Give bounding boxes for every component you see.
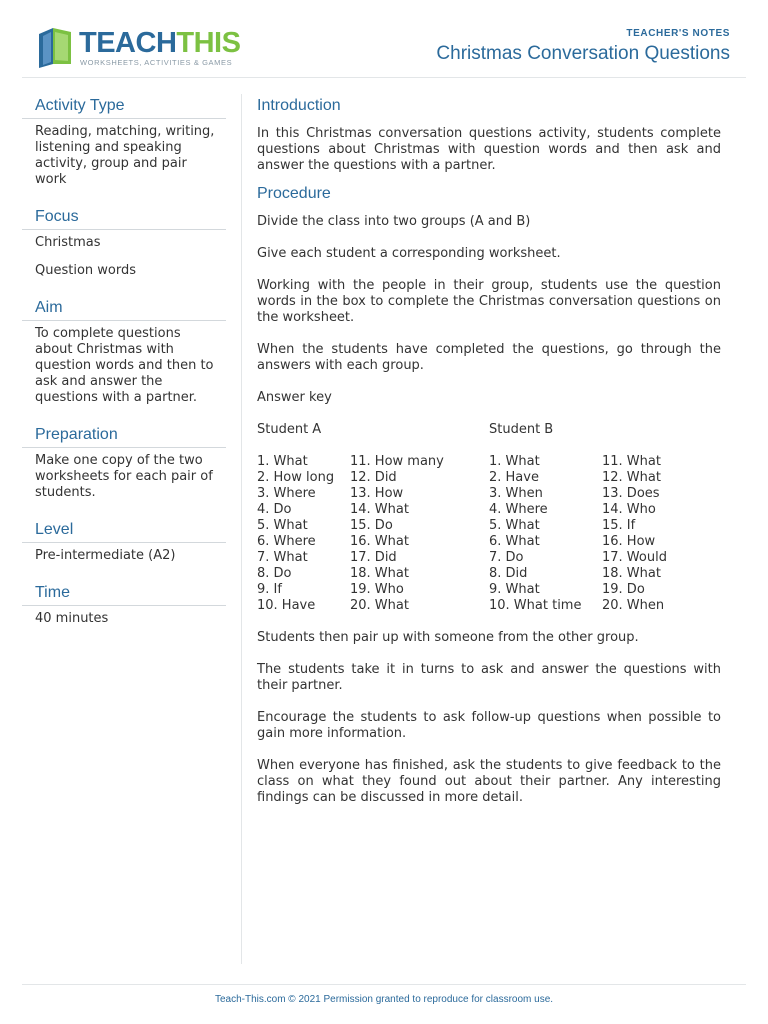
procedure-step: Divide the class into two groups (A and B) [257,214,531,229]
answer-item: 12. Did [350,470,397,485]
answer-item: 18. What [602,566,661,581]
answer-item: 4. Do [257,502,292,517]
answer-item: 17. Did [350,550,397,565]
procedure-step: Working with the people in their group, students use the question words in the box to complete the Christmas conversation questions on the worksheet. [257,278,721,325]
preparation-heading: Preparation [22,423,226,448]
answer-item: 2. How long [257,470,335,485]
focus-heading: Focus [22,205,226,230]
answer-key-headers [257,422,721,438]
answer-key-label: Answer key [257,390,332,405]
aim-text: To complete questions about Christmas with question words and then to ask and answer the questions with a partner. [35,326,214,405]
answer-item: 19. Who [350,582,404,597]
procedure-step: The students take it in turns to ask and answer the questions with their partner. [257,662,721,693]
answer-item: 5. What [257,518,308,533]
answer-item: 14. Who [602,502,656,517]
procedure-step: Encourage the students to ask follow-up questions when possible to gain more information. [257,710,721,741]
page-title: Christmas Conversation Questions [436,43,730,64]
procedure-step: Give each student a corresponding worksheet. [257,246,561,261]
answer-item: 18. What [350,566,409,581]
activity-type-heading: Activity Type [22,94,226,119]
student-b-answers-col2 [602,454,667,614]
answer-item: 1. What [257,454,308,469]
student-b-answers-col1 [489,454,581,614]
sidebar [22,94,226,644]
answer-item: 12. What [602,470,661,485]
activity-type-text: Reading, matching, writing, listening and speaking activity, group and pair work [35,124,215,187]
focus-section [22,205,226,279]
activity-type-section [22,94,226,188]
answer-item: 3. When [489,486,543,501]
answer-item: 9. What [489,582,540,597]
introduction-heading: Introduction [257,97,341,114]
time-heading: Time [22,581,226,606]
answer-item: 19. Do [602,582,645,597]
answer-key [257,454,721,614]
time-text: 40 minutes [35,611,109,626]
answer-item: 14. What [350,502,409,517]
procedure-step: When everyone has finished, ask the students to give feedback to the class on what they found out about their partner. Any interesting findings can be discussed in more detail. [257,758,721,805]
student-b-label: Student B [489,422,554,437]
preparation-section [22,423,226,501]
focus-item: Question words [35,263,137,278]
answer-item: 10. What time [489,598,582,613]
answer-item: 6. What [489,534,540,549]
answer-item: 16. What [350,534,409,549]
footer-divider [22,984,746,985]
answer-item: 13. Does [602,486,660,501]
focus-item: Christmas [35,235,101,250]
column-divider [241,94,242,964]
answer-item: 11. How many [350,454,444,469]
procedure-heading: Procedure [257,185,331,202]
procedure-step: When the students have completed the questions, go through the answers with each group. [257,342,721,373]
answer-item: 20. When [602,598,665,613]
aim-section [22,296,226,406]
level-section [22,518,226,564]
book-icon [37,24,77,68]
aim-heading: Aim [22,296,226,321]
answer-item: 15. If [602,518,636,533]
answer-item: 15. Do [350,518,393,533]
logo-tagline: WORKSHEETS, ACTIVITIES & GAMES [80,58,233,67]
answer-item: 8. Do [257,566,292,581]
answer-item: 1. What [489,454,540,469]
answer-item: 2. Have [489,470,539,485]
student-a-answers-col1 [257,454,334,614]
introduction-text: In this Christmas conversation questions activity, students complete questions about Christmas with question words and then ask and answer the questions with a partner. [257,126,721,173]
preparation-text: Make one copy of the two worksheets for each pair of students. [35,453,213,500]
answer-item: 10. Have [257,598,316,613]
answer-item: 8. Did [489,566,528,581]
logo-wordmark: TEACHTHIS [79,27,241,59]
answer-item: 6. Where [257,534,316,549]
answer-item: 5. What [489,518,540,533]
answer-item: 9. If [257,582,282,597]
time-section [22,581,226,627]
procedure-step: Students then pair up with someone from the other group. [257,630,639,645]
document-type-label: TEACHER'S NOTES [626,28,730,39]
student-a-answers-col2 [350,454,444,614]
answer-item: 7. What [257,550,308,565]
level-text: Pre-intermediate (A2) [35,548,176,563]
answer-item: 3. Where [257,486,316,501]
answer-item: 13. How [350,486,404,501]
main-content [257,94,721,822]
answer-item: 20. What [350,598,409,613]
level-heading: Level [22,518,226,543]
teach-this-logo[interactable] [37,24,241,70]
answer-item: 11. What [602,454,661,469]
header-divider [22,77,746,78]
answer-item: 17. Would [602,550,667,565]
page-header [0,0,768,80]
footer-copyright: Teach-This.com © 2021 Permission granted to reproduce for classroom use. [214,994,554,1005]
student-a-label: Student A [257,422,322,437]
answer-item: 7. Do [489,550,524,565]
answer-item: 4. Where [489,502,548,517]
answer-item: 16. How [602,534,656,549]
